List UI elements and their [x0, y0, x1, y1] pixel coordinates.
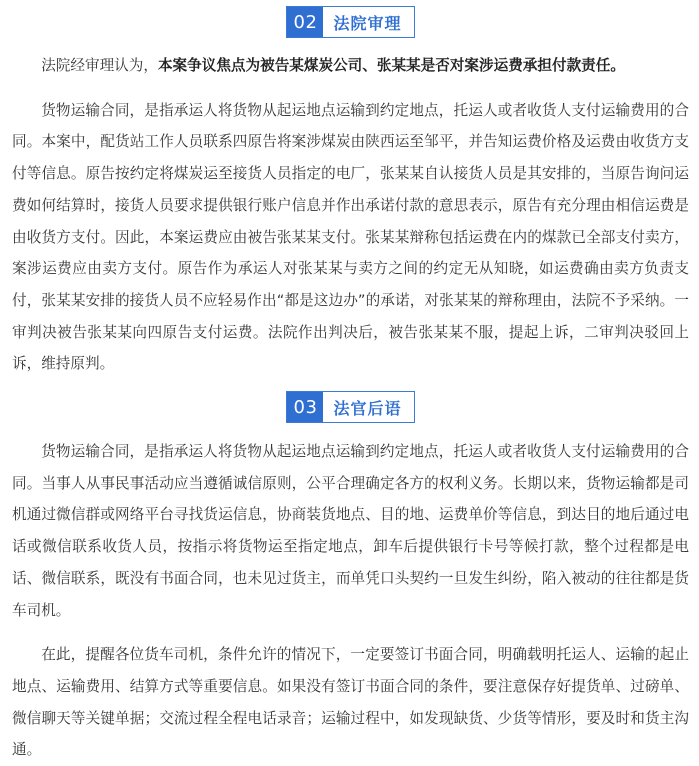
section-header-judge-afterword: [12, 391, 689, 423]
section-header-box: [286, 391, 414, 423]
section-header-court-review: [12, 0, 689, 38]
section-number: 02: [287, 7, 323, 37]
court-reasoning-paragraph: 货物运输合同，是指承运人将货物从起运地点运输到约定地点，托运人或者收货人支付运输费用的合同。本案中，配货站工作人员联系四原告将案涉煤炭由陕西运至邹平，并告知运费价格及运费由收货方支付等信息。原告按约定将煤炭运至接货人员指定的电厂，张某某自认接货人员是其安排的，当原告询问运费如何结算时，接货人员要求提供银行账户信息并作出承诺付款的意思表示，原告有充分理由相信运费是由收货方支付。因此，本案运费应由被告张某某支付。张某某辩称包括运费在内的煤款已全部支付卖方，案涉运费应由卖方支付。原告作为承运人对张某某与卖方之间的约定无从知晓，如运费确由卖方负责支付，张某某安排的接货人员不应轻易作出“都是这边办”的承诺，对张某某的辩称理由，法院不予采纳。一审判决被告张某某向四原告支付运费。法院作出判决后，被告张某某不服，提起上诉，二审判决驳回上诉，维持原判。: [12, 101, 689, 373]
court-intro-paragraph: [12, 50, 689, 82]
court-intro-prefix: 法院经审理认为，: [41, 57, 158, 74]
section-title: 法官后语: [333, 398, 402, 418]
section-header-box: [286, 6, 414, 38]
section-number: 03: [287, 392, 323, 422]
section-title: 法院审理: [333, 13, 402, 33]
afterword-paragraph-1: 货物运输合同，是指承运人将货物从起运地点运输到约定地点，托运人或者收货人支付运输费用的合同。当事人从事民事活动应当遵循诚信原则，公平合理确定各方的权利义务。长期以来，货物运输都是司机通过微信群或网络平台寻找货运信息，协商装货地点、目的地、运费单价等信息，到达目的地后通过电话或微信联系收货人员，按指示将货物运至指定地点，卸车后提供银行卡号等候打款，整个过程都是电话、微信联系，既没有书面合同，也未见过货主，而单凭口头契约一旦发生纠纷，陷入被动的往往都是货车司机。: [12, 443, 689, 619]
afterword-paragraph-2: 在此，提醒各位货车司机，条件允许的情况下，一定要签订书面合同，明确载明托运人、运输的起止地点、运输费用、结算方式等重要信息。如果没有签订书面合同的条件，要注意保存好提货单、过磅单、微信聊天等关键单据；交流过程全程电话录音；运输过程中，如发现缺货、少货等情形，要及时和货主沟通。: [12, 646, 689, 759]
court-focus-statement: 本案争议焦点为被告某煤炭公司、张某某是否对案涉运费承担付款责任。: [157, 57, 625, 74]
